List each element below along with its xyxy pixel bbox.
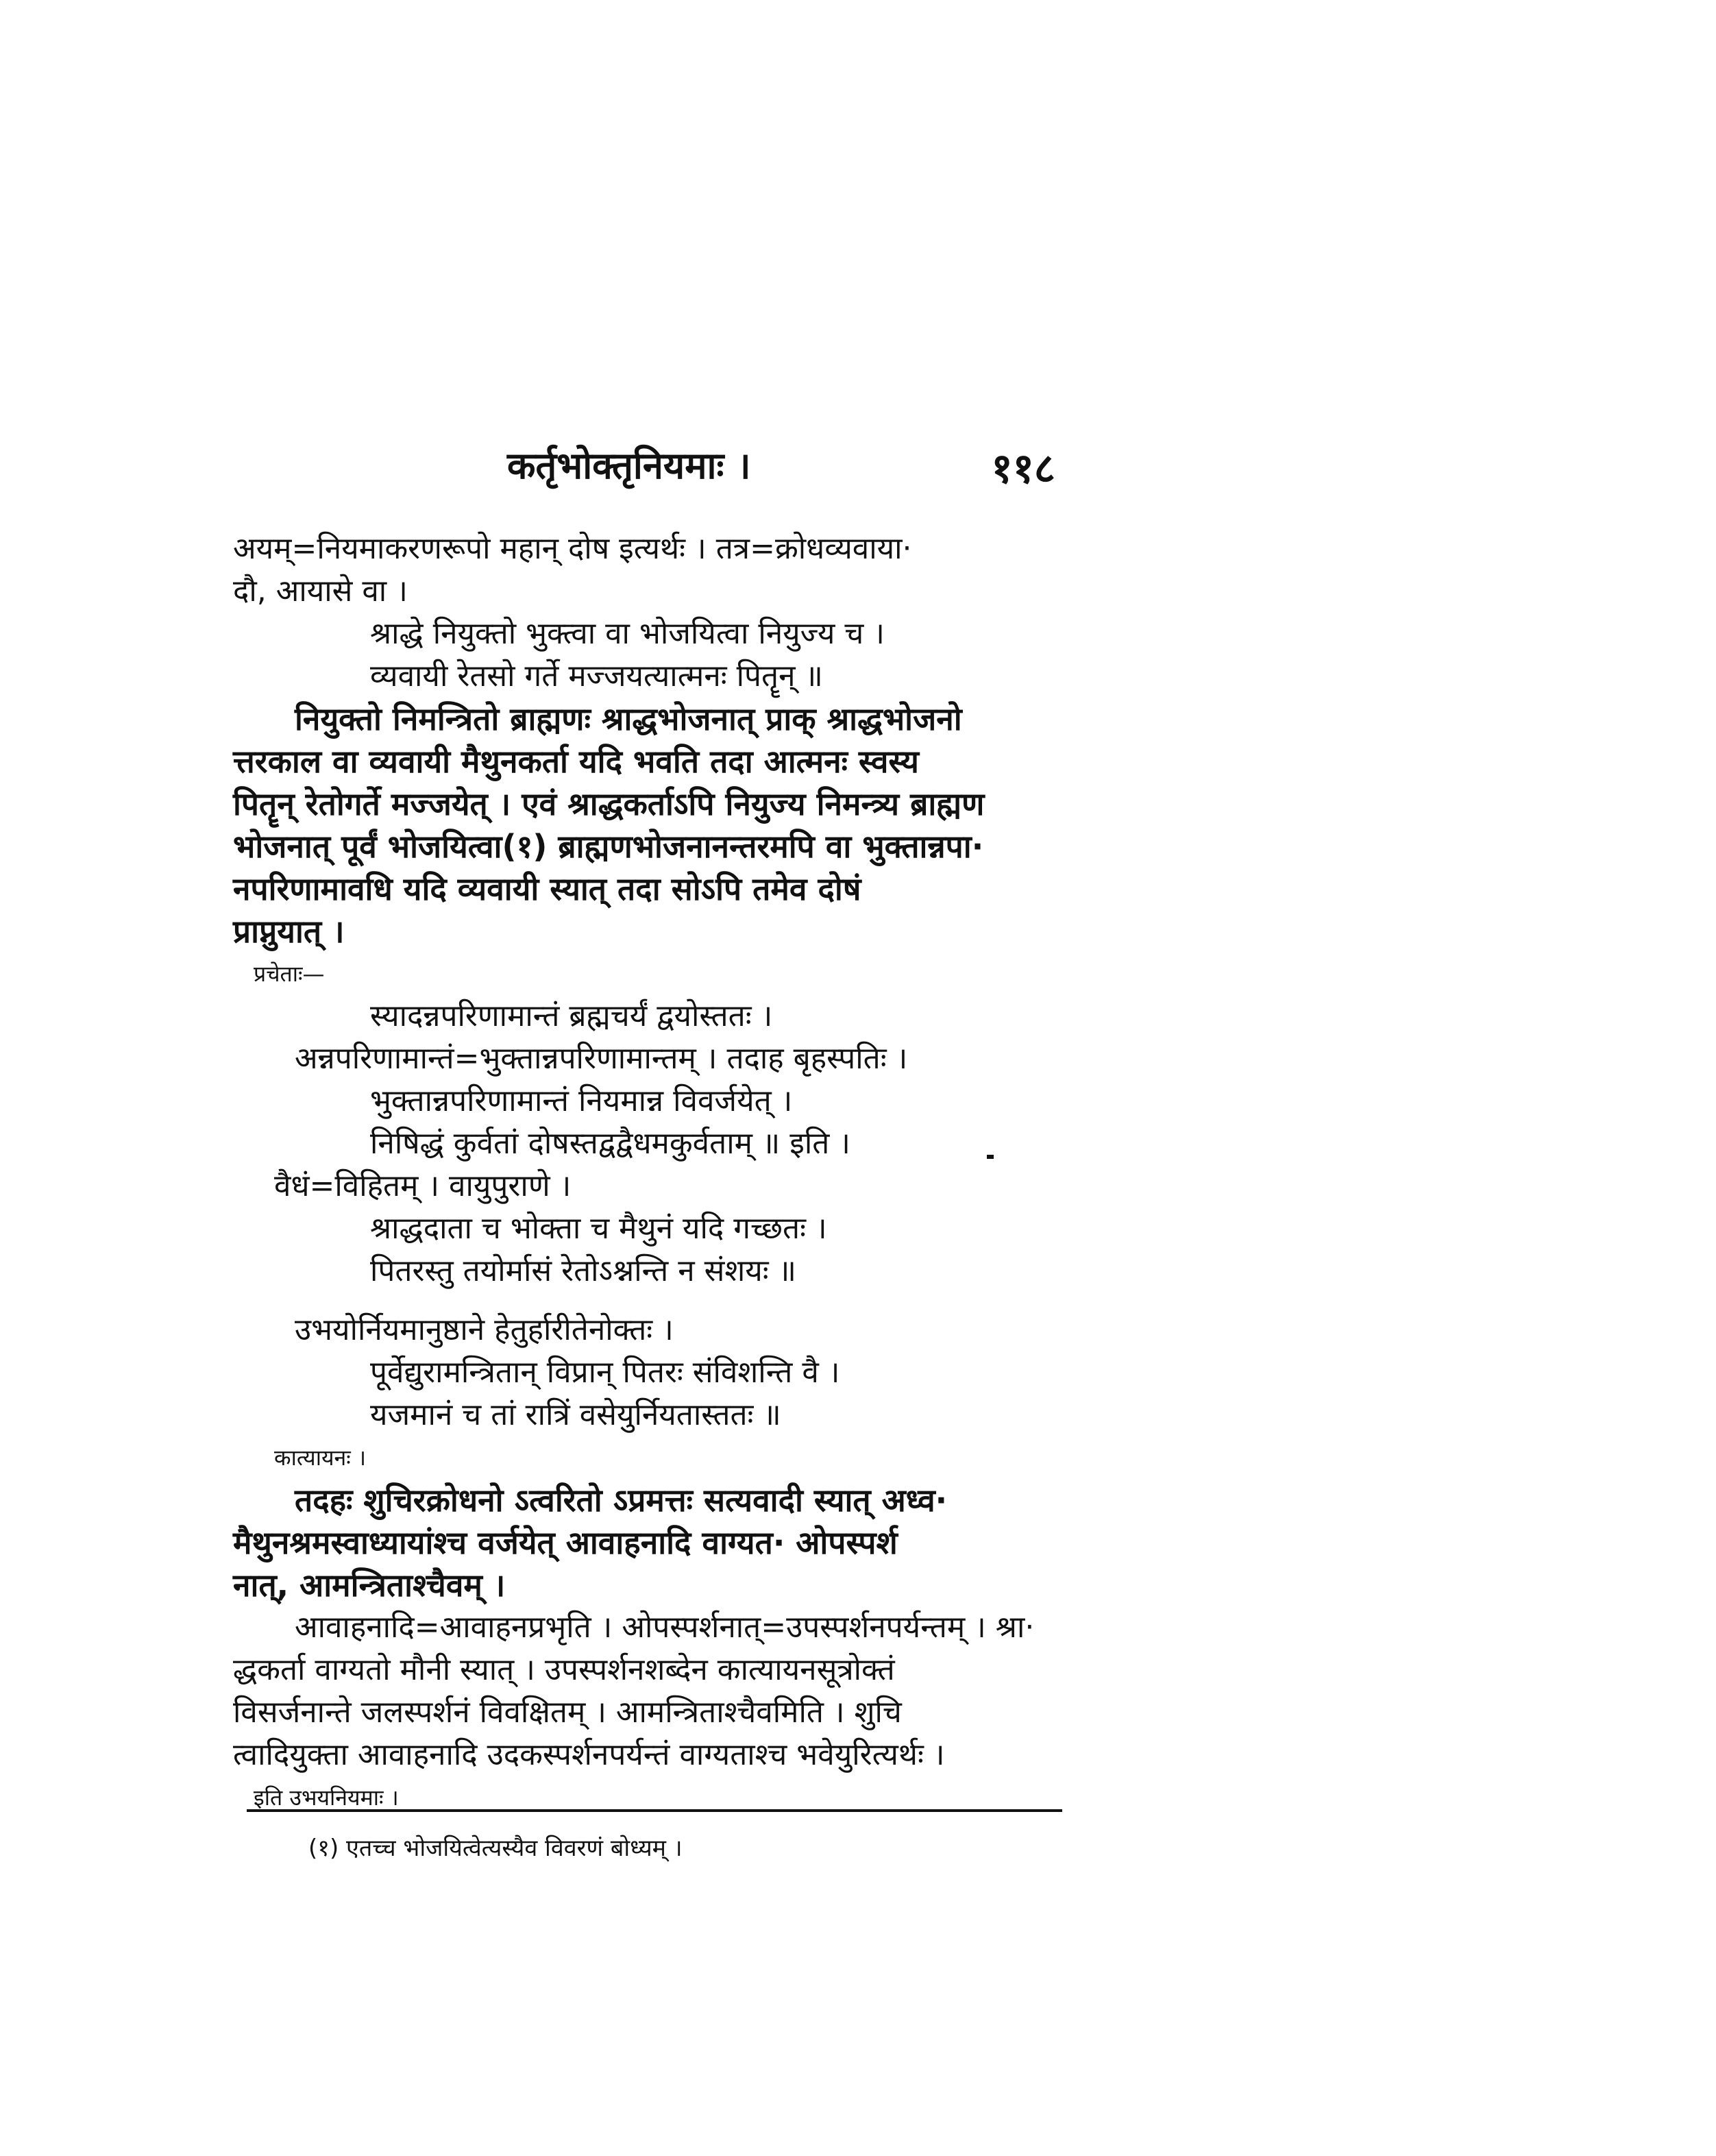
source-attribution: प्रचेताः— xyxy=(254,961,325,987)
quote-line: तदहः शुचिरक्रोधनो ऽत्वरितो ऽप्रमत्तः सत्यवादी स्यात् अध्व· xyxy=(295,1482,948,1519)
commentary-line: आवाहनादि=आवाहनप्रभृति । ओपस्पर्शनात्=उपस्पर्शनपर्यन्तम् । श्रा· xyxy=(295,1610,1035,1645)
page-header xyxy=(247,439,1055,507)
footnote: (१) एतच्च भोजयित्वेत्यस्यैव विवरणं बोध्यम् । xyxy=(308,1835,683,1862)
verse-line: निषिद्धं कुर्वतां दोषस्तद्वद्वैधमकुर्वताम् ॥ इति । xyxy=(370,1126,850,1161)
running-title: कर्तृभोक्तृनियमाः । xyxy=(507,444,751,487)
paragraph-line: त्तरकाल वा व्यवायी मैथुनकर्ता यदि भवति तदा आत्मनः स्वस्य xyxy=(233,743,919,780)
verse-line: यजमानं च तां रात्रिं वसेयुर्नियतास्ततः ॥ xyxy=(370,1397,781,1432)
body-text xyxy=(233,528,1076,1819)
verse-line: पूर्वेद्युरामन्त्रितान् विप्रान् पितरः संविशन्ति वै । xyxy=(370,1355,840,1390)
commentary-line: दौ, आयासे वा । xyxy=(233,574,408,609)
section-end: इति उभयनियमाः । xyxy=(254,1785,399,1811)
commentary-line: द्धकर्ता वाग्यतो मौनी स्यात् । उपस्पर्शनशब्देन कात्यायनसूत्रोक्तं xyxy=(233,1652,895,1687)
footnote-rule xyxy=(247,1809,1062,1812)
paragraph-line: नपरिणामावधि यदि व्यवायी स्यात् तदा सोऽपि तमेव दोषं xyxy=(233,870,861,907)
verse-line: पितरस्तु तयोर्मासं रेतोऽश्नन्ति न संशयः ॥ xyxy=(370,1253,797,1288)
commentary-line: अयम्=नियमाकरणरूपो महान् दोष इत्यर्थः । तत्र=क्रोधव्यवाया· xyxy=(233,531,912,566)
commentary-line: वैधं=विहितम् । वायुपुराणे । xyxy=(274,1168,572,1203)
paragraph-line: पितॄन् रेतोगर्ते मज्जयेत् । एवं श्राद्धकर्ताऽपि नियुज्य निमन्त्र्य ब्राह्मण xyxy=(233,785,985,822)
verse-line: भुक्तान्नपरिणामान्तं नियमान्न विवर्जयेत् । xyxy=(370,1083,793,1118)
print-speck xyxy=(987,1155,994,1159)
quote-line: नात्, आमन्त्रिताश्चैवम् । xyxy=(233,1567,506,1604)
paragraph-line: भोजनात् पूर्वं भोजयित्वा(१) ब्राह्मणभोजनानन्तरमपि वा भुक्तान्नपा· xyxy=(233,828,984,865)
commentary-line: विसर्जनान्ते जलस्पर्शनं विवक्षितम् । आमन्त्रिताश्चैवमिति । शुचि xyxy=(233,1695,902,1730)
commentary-line: त्वादियुक्ता आवाहनादि उदकस्पर्शनपर्यन्तं वाग्यताश्च भवेयुरित्यर्थः । xyxy=(233,1737,945,1772)
commentary-line: उभयोर्नियमानुष्ठाने हेतुर्हारीतेनोक्तः । xyxy=(295,1312,674,1347)
verse-line: स्यादन्नपरिणामान्तं ब्रह्मचर्यं द्वयोस्ततः । xyxy=(370,999,773,1033)
commentary-line: अन्नपरिणामान्तं=भुक्तान्नपरिणामान्तम् । तदाह बृहस्पतिः । xyxy=(295,1041,908,1076)
page-number: ११८ xyxy=(991,445,1055,493)
source-attribution: कात्यायनः । xyxy=(274,1445,367,1471)
paragraph-line: नियुक्तो निमन्त्रितो ब्राह्मणः श्राद्धभोजनात् प्राक् श्राद्धभोजनो xyxy=(295,700,962,737)
paragraph-line: प्राप्नुयात् । xyxy=(233,913,345,950)
verse-line: श्राद्धे नियुक्तो भुक्त्वा वा भोजयित्वा नियुज्य च । xyxy=(370,616,885,651)
verse-line: श्राद्धदाता च भोक्ता च मैथुनं यदि गच्छतः । xyxy=(370,1211,827,1246)
quote-line: मैथुनश्रमस्वाध्यायांश्च वर्जयेत् आवाहनादि वाग्यत· ओपस्पर्श xyxy=(233,1524,898,1561)
verse-line: व्यवायी रेतसो गर्ते मज्जयत्यात्मनः पितॄन् ॥ xyxy=(370,659,823,694)
